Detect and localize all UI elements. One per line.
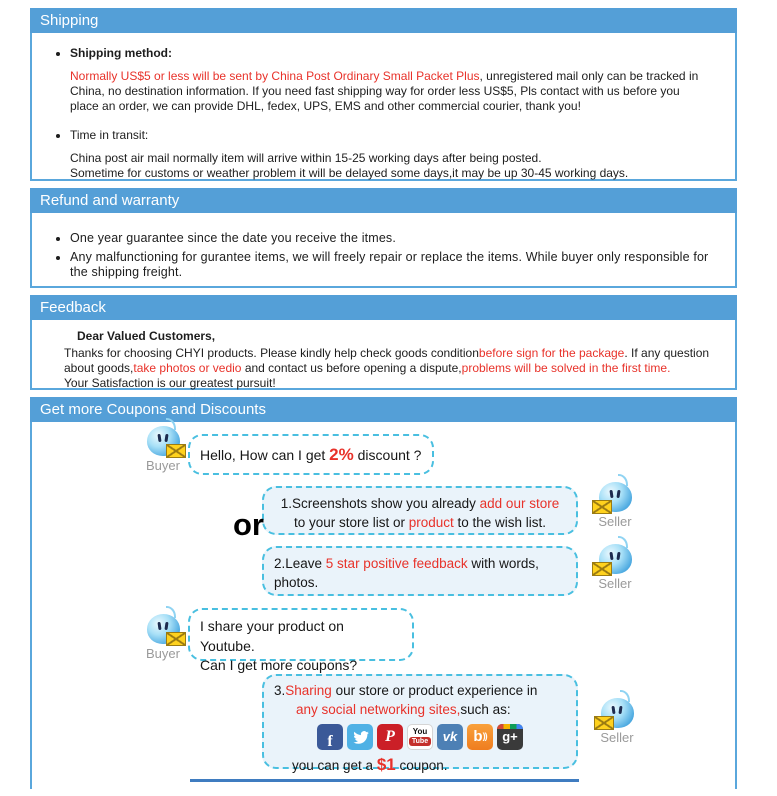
shipping-method-label: Shipping method: <box>70 46 172 60</box>
or-text: or <box>233 507 264 542</box>
buyer-label: Buyer <box>146 646 180 661</box>
section-feedback <box>30 295 737 390</box>
step1-bubble: 1.Screenshots show you already add our store to your store list or product to the wish list. <box>262 486 578 535</box>
shipping-method-paragraph: Normally US$5 or less will be sent by China Post Ordinary Small Packet Plus, unregistered mail only can be tracked in China, no destination information. If you need fast shipping way for order less US$5, Pls contact with us before you place an order, we can provide DHL, fedex, UPS, EMS and other commercial courier, thank you! <box>70 69 699 113</box>
section-shipping <box>30 8 737 181</box>
feedback-salutation: Dear Valued Customers, <box>77 329 216 343</box>
mascot-eye <box>609 490 613 498</box>
seller-label: Seller <box>598 576 632 591</box>
envelope-icon <box>594 716 614 730</box>
facebook-icon: f <box>317 724 343 750</box>
buyer-avatar <box>136 426 190 472</box>
envelope-icon <box>166 444 186 458</box>
coupons-body <box>30 422 737 789</box>
twitter-icon <box>347 724 373 750</box>
envelope-icon <box>592 500 612 514</box>
step3-line1: 3.Sharing our store or product experience in <box>274 683 538 698</box>
mascot-eye <box>618 706 622 714</box>
shipping-header: Shipping <box>30 8 737 33</box>
shipping-method-item <box>70 46 711 114</box>
buyer-question-bubble <box>188 434 434 475</box>
seller-label: Seller <box>600 730 634 745</box>
cutoff-next-element-line <box>190 779 579 782</box>
shipping-body <box>30 33 737 181</box>
refund-item: • Any malfunctioning for gurantee items, we will freely repair or replace the items. While buyer only responsible for the shipping freight. <box>70 250 711 280</box>
buyer-avatar <box>136 614 190 660</box>
pinterest-icon: P <box>377 724 403 750</box>
seller-avatar <box>590 698 644 744</box>
envelope-icon <box>592 562 612 576</box>
mascot-eye <box>157 434 161 442</box>
mascot-eye <box>164 622 168 630</box>
refund-header: Refund and warranty <box>30 188 737 213</box>
coupons-header: Get more Coupons and Discounts <box>30 397 737 422</box>
step3-line3: you can get a $1 coupon. <box>292 754 448 774</box>
google-plus-icon: g+ <box>497 724 523 750</box>
feedback-body <box>30 320 737 390</box>
feedback-closing: Your Satisfaction is our greatest pursuit! <box>64 376 276 390</box>
twitter-bird-glyph <box>352 728 369 745</box>
seller-label: Seller <box>598 514 632 529</box>
blog-icon: b )) <box>467 724 493 750</box>
feedback-header: Feedback <box>30 295 737 320</box>
youtube-question-bubble: I share your product on Youtube. Can I get more coupons? <box>188 608 414 661</box>
step3-line2: any social networking sites,such as: <box>296 701 511 717</box>
coupon-amount: $1 <box>376 754 396 774</box>
buyer-label: Buyer <box>146 458 180 473</box>
discount-percent: 2% <box>329 444 354 464</box>
mascot-eye <box>157 622 161 630</box>
section-coupons <box>30 397 737 789</box>
envelope-icon <box>166 632 186 646</box>
time-in-transit-item <box>70 128 711 181</box>
feedback-paragraph: Thanks for choosing CHYI products. Please kindly help check goods conditionbefore sign for the package. If any question about goods,take photos or vedio and contact us before opening a dispute,problems will be solved in the first time. <box>64 346 710 375</box>
step3-bubble <box>262 674 578 774</box>
vk-icon: vk <box>437 724 463 750</box>
section-refund <box>30 188 737 288</box>
seller-avatar <box>588 544 642 590</box>
refund-item: • One year guarantee since the date you receive the itmes. <box>70 231 711 246</box>
step2-bubble: 2.Leave 5 star positive feedback with words, photos. <box>262 546 578 596</box>
mascot-eye <box>616 552 620 560</box>
mascot-eye <box>611 706 615 714</box>
product-description-page <box>30 8 737 796</box>
social-icons-row <box>274 724 566 750</box>
hello-text: Hello, How can I get 2% discount ? <box>200 444 422 464</box>
mascot-eye <box>616 490 620 498</box>
time-in-transit-paragraph: China post air mail normally item will arrive within 15-25 working days after being posted. Sometime for customs or weather problem it will be delayed some days,it may be up 30-45 working days. <box>70 151 629 180</box>
mascot-eye <box>609 552 613 560</box>
refund-body <box>30 213 737 288</box>
mascot-eye <box>164 434 168 442</box>
seller-avatar <box>588 482 642 528</box>
time-in-transit-label: Time in transit: <box>70 128 149 142</box>
youtube-icon: You Tube <box>407 724 433 750</box>
